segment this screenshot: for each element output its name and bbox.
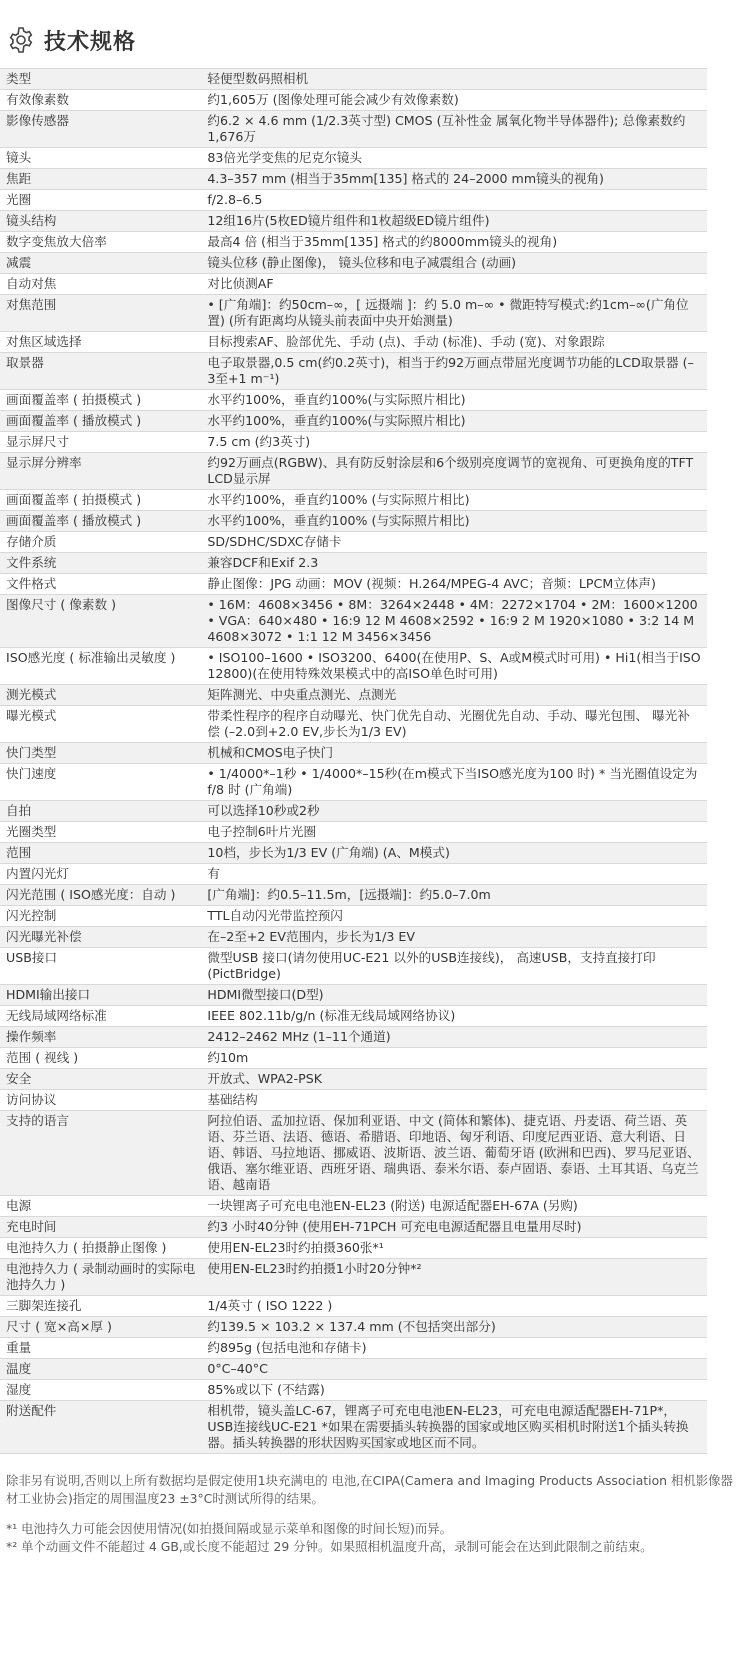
spec-label: 尺寸 ( 宽×高×厚 ) [0, 1317, 203, 1338]
spec-row [0, 574, 707, 595]
spec-label: 无线局域网络标准 [0, 1006, 203, 1027]
spec-row [0, 1090, 707, 1111]
spec-row [0, 1238, 707, 1259]
spec-value: 约10m [203, 1048, 707, 1069]
spec-label: 取景器 [0, 353, 203, 390]
spec-value: 约895g (包括电池和存储卡) [203, 1338, 707, 1359]
spec-label: 文件系统 [0, 553, 203, 574]
spec-label: 显示屏分辨率 [0, 453, 203, 490]
spec-label: 范围 [0, 843, 203, 864]
spec-label: 重量 [0, 1338, 203, 1359]
spec-label: 内置闪光灯 [0, 864, 203, 885]
spec-value: 2412–2462 MHz (1–11个通道) [203, 1027, 707, 1048]
spec-value: 基础结构 [203, 1090, 707, 1111]
spec-value: 85%或以下 (不结露) [203, 1380, 707, 1401]
spec-label: 范围 ( 视线 ) [0, 1048, 203, 1069]
spec-row [0, 1359, 707, 1380]
spec-label: 显示屏尺寸 [0, 432, 203, 453]
spec-value: f/2.8–6.5 [203, 190, 707, 211]
spec-label: 画面覆盖率 ( 播放模式 ) [0, 511, 203, 532]
spec-row [0, 69, 707, 90]
spec-value: 12组16片(5枚ED镜片组件和1枚超级ED镜片组件) [203, 211, 707, 232]
spec-row [0, 1296, 707, 1317]
spec-value: 在–2至+2 EV范围内，步长为1/3 EV [203, 927, 707, 948]
spec-label: 自动对焦 [0, 274, 203, 295]
spec-row [0, 353, 707, 390]
spec-value: 水平约100%，垂直约100% (与实际照片相比) [203, 490, 707, 511]
spec-row [0, 332, 707, 353]
spec-value: 开放式、WPA2-PSK [203, 1069, 707, 1090]
spec-row [0, 1196, 707, 1217]
spec-row [0, 743, 707, 764]
spec-value: 一块锂离子可充电电池EN-EL23 (附送) 电源适配器EH-67A (另购) [203, 1196, 707, 1217]
spec-label: 电池持久力 ( 拍摄静止图像 ) [0, 1238, 203, 1259]
spec-row [0, 295, 707, 332]
spec-row [0, 1217, 707, 1238]
spec-label: 电源 [0, 1196, 203, 1217]
spec-label: 温度 [0, 1359, 203, 1380]
spec-value: • [广角端]：约50cm–∞，[ 远摄端 ]：约 5.0 m–∞ • 微距特写模式:约1cm–∞(广角位置) (所有距离均从镜头前表面中央开始测量) [203, 295, 707, 332]
spec-value: • 1/4000*–1秒 • 1/4000*–15秒(在m模式下当ISO感光度为100 时) * 当光圈值设定为 f/8 时 (广角端) [203, 764, 707, 801]
spec-row [0, 948, 707, 985]
spec-label: 自拍 [0, 801, 203, 822]
spec-row [0, 706, 707, 743]
spec-label: 数字变焦放大倍率 [0, 232, 203, 253]
spec-value: 83倍光学变焦的尼克尔镜头 [203, 148, 707, 169]
spec-label: HDMI输出接口 [0, 985, 203, 1006]
spec-row [0, 1006, 707, 1027]
spec-label: 存储介质 [0, 532, 203, 553]
spec-value: 4.3–357 mm (相当于35mm[135] 格式的 24–2000 mm镜头的视角) [203, 169, 707, 190]
spec-label: 闪光范围 ( ISO感光度：自动 ) [0, 885, 203, 906]
spec-label: 支持的语言 [0, 1111, 203, 1196]
spec-value: HDMI微型接口(D型) [203, 985, 707, 1006]
spec-label: 操作频率 [0, 1027, 203, 1048]
spec-row [0, 885, 707, 906]
spec-label: 镜头结构 [0, 211, 203, 232]
spec-value: 阿拉伯语、孟加拉语、保加利亚语、中文 (简体和繁体)、捷克语、丹麦语、荷兰语、英语、芬兰语、法语、德语、希腊语、印地语、匈牙利语、印度尼西亚语、意大利语、日语、韩语、马拉地语、挪威语、波斯语、波兰语、葡萄牙语 (欧洲和巴西)、罗马尼亚语、俄语、塞尔维亚语、西班牙语、瑞典语、泰米尔语、泰卢固语、泰语、土耳其语、乌克兰语、越南语 [203, 1111, 707, 1196]
spec-label: 对焦区域选择 [0, 332, 203, 353]
spec-value: 电子取景器,0.5 cm(约0.2英寸)，相当于约92万画点带屈光度调节功能的LCD取景器 (–3至+1 m⁻¹) [203, 353, 707, 390]
spec-value: 矩阵测光、中央重点测光、点测光 [203, 685, 707, 706]
spec-row [0, 111, 707, 148]
spec-row [0, 1048, 707, 1069]
spec-row [0, 274, 707, 295]
spec-label: 有效像素数 [0, 90, 203, 111]
spec-label: 附送配件 [0, 1401, 203, 1454]
spec-label: 安全 [0, 1069, 203, 1090]
spec-label: 画面覆盖率 ( 拍摄模式 ) [0, 390, 203, 411]
spec-row [0, 232, 707, 253]
spec-row [0, 822, 707, 843]
spec-label: 影像传感器 [0, 111, 203, 148]
spec-table [0, 68, 707, 1454]
spec-label: 三脚架连接孔 [0, 1296, 203, 1317]
spec-row [0, 169, 707, 190]
spec-value: 微型USB 接口(请勿使用UC-E21 以外的USB连接线)， 高速USB，支持直接打印(PictBridge) [203, 948, 707, 985]
spec-value: 使用EN-EL23时约拍摄1小时20分钟*² [203, 1259, 707, 1296]
spec-value: 水平约100%，垂直约100% (与实际照片相比) [203, 511, 707, 532]
spec-row [0, 927, 707, 948]
spec-label: 类型 [0, 69, 203, 90]
spec-value: 约139.5 × 103.2 × 137.4 mm (不包括突出部分) [203, 1317, 707, 1338]
spec-value: 10档，步长为1/3 EV (广角端) (A、M模式) [203, 843, 707, 864]
spec-row [0, 1027, 707, 1048]
spec-value: 相机带，镜头盖LC-67，锂离子可充电电池EN-EL23，可充电电源适配器EH-71P*，USB连接线UC-E21 *如果在需要插头转换器的国家或地区购买相机时附送1个插头转换器。插头转换器的形状因购买国家或地区而不同。 [203, 1401, 707, 1454]
notes-main: 除非另有说明,否则以上所有数据均是假定使用1块充满电的 电池,在CIPA(Camera and Imaging Products Association 相机影像器材工业协会)指定的周围温度23 ±3°C时测试所得的结果。 [6, 1473, 733, 1506]
spec-row [0, 1317, 707, 1338]
spec-label: 焦距 [0, 169, 203, 190]
spec-label: 快门类型 [0, 743, 203, 764]
spec-label: 光圈 [0, 190, 203, 211]
spec-value: 使用EN-EL23时约拍摄360张*¹ [203, 1238, 707, 1259]
spec-value: 7.5 cm (约3英寸) [203, 432, 707, 453]
spec-label: 对焦范围 [0, 295, 203, 332]
spec-value: 有 [203, 864, 707, 885]
spec-row [0, 985, 707, 1006]
spec-value: 1/4英寸 ( ISO 1222 ) [203, 1296, 707, 1317]
spec-value: 约3 小时40分钟 (使用EH-71PCH 可充电电源适配器且电量用尽时) [203, 1217, 707, 1238]
spec-row [0, 864, 707, 885]
spec-row [0, 1338, 707, 1359]
spec-label: 镜头 [0, 148, 203, 169]
spec-row [0, 764, 707, 801]
spec-row [0, 390, 707, 411]
spec-row [0, 553, 707, 574]
spec-label: 画面覆盖率 ( 拍摄模式 ) [0, 490, 203, 511]
spec-value: 0°C–40°C [203, 1359, 707, 1380]
spec-label: 快门速度 [0, 764, 203, 801]
spec-label: 充电时间 [0, 1217, 203, 1238]
spec-value: 最高4 倍 (相当于35mm[135] 格式的约8000mm镜头的视角) [203, 232, 707, 253]
spec-value: • 16M：4608×3456 • 8M：3264×2448 • 4M：2272×1704 • 2M：1600×1200 • VGA：640×480 • 16:9 12 M 4608×2592 • 16:9 2 M 1920×1080 • 3:2 14 M 4608×3072 • 1:1 12 M 3456×3456 [203, 595, 707, 648]
spec-label: 光圈类型 [0, 822, 203, 843]
spec-row [0, 511, 707, 532]
spec-value: 水平约100%，垂直约100%(与实际照片相比) [203, 411, 707, 432]
spec-row [0, 685, 707, 706]
spec-value: 对比侦测AF [203, 274, 707, 295]
spec-value: 目标搜索AF、脸部优先、手动 (点)、手动 (标准)、手动 (宽)、对象跟踪 [203, 332, 707, 353]
footnotes [6, 1472, 744, 1556]
spec-row [0, 90, 707, 111]
spec-label: 电池持久力 ( 录制动画时的实际电池持久力 ) [0, 1259, 203, 1296]
spec-value: 镜头位移 (静止图像)， 镜头位移和电子减震组合 (动画) [203, 253, 707, 274]
spec-row [0, 453, 707, 490]
spec-value: 带柔性程序的程序自动曝光、快门优先自动、光圈优先自动、手动、曝光包围、 曝光补偿 (–2.0到+2.0 EV,步长为1/3 EV) [203, 706, 707, 743]
note-2: *² 单个动画文件不能超过 4 GB,或长度不能超过 29 分钟。如果照相机温度升高，录制可能会在达到此限制之前结束。 [6, 1539, 653, 1554]
spec-label: USB接口 [0, 948, 203, 985]
spec-value: TTL自动闪光带监控预闪 [203, 906, 707, 927]
spec-row [0, 532, 707, 553]
spec-row [0, 490, 707, 511]
spec-value: SD/SDHC/SDXC存储卡 [203, 532, 707, 553]
spec-value: 约6.2 × 4.6 mm (1/2.3英寸型) CMOS (互补性金 属氧化物半导体器件); 总像素数约1,676万 [203, 111, 707, 148]
spec-row [0, 148, 707, 169]
spec-label: 闪光控制 [0, 906, 203, 927]
note-1: *¹ 电池持久力可能会因使用情况(如拍摄间隔或显示菜单和图像的时间长短)而异。 [6, 1521, 453, 1536]
spec-row [0, 1401, 707, 1454]
spec-row [0, 1259, 707, 1296]
spec-value: 机械和CMOS电子快门 [203, 743, 707, 764]
spec-label: 测光模式 [0, 685, 203, 706]
spec-row [0, 1380, 707, 1401]
spec-row [0, 411, 707, 432]
gear-icon [6, 25, 36, 55]
spec-row [0, 211, 707, 232]
spec-label: 湿度 [0, 1380, 203, 1401]
spec-value: 电子控制6叶片光圈 [203, 822, 707, 843]
spec-row [0, 253, 707, 274]
spec-value: [广角端]：约0.5–11.5m，[远摄端]：约5.0–7.0m [203, 885, 707, 906]
spec-value: 兼容DCF和Exif 2.3 [203, 553, 707, 574]
spec-value: 可以选择10秒或2秒 [203, 801, 707, 822]
spec-row [0, 432, 707, 453]
spec-row [0, 190, 707, 211]
spec-label: 闪光曝光补偿 [0, 927, 203, 948]
spec-value: 约92万画点(RGBW)、具有防反射涂层和6个级别亮度调节的宽视角、可更换角度的TFT LCD显示屏 [203, 453, 707, 490]
spec-label: 文件格式 [0, 574, 203, 595]
spec-label: 画面覆盖率 ( 播放模式 ) [0, 411, 203, 432]
spec-label: 访问协议 [0, 1090, 203, 1111]
spec-row [0, 595, 707, 648]
spec-row [0, 1111, 707, 1196]
spec-value: 轻便型数码照相机 [203, 69, 707, 90]
spec-value: IEEE 802.11b/g/n (标准无线局域网络协议) [203, 1006, 707, 1027]
spec-value: 静止图像：JPG 动画：MOV (视频：H.264/MPEG-4 AVC；音频：LPCM立体声) [203, 574, 707, 595]
page-header [6, 22, 136, 58]
spec-value: 约1,605万 (图像处理可能会减少有效像素数) [203, 90, 707, 111]
spec-label: 图像尺寸 ( 像素数 ) [0, 595, 203, 648]
page-title: 技术规格 [44, 29, 137, 55]
spec-row [0, 843, 707, 864]
spec-row [0, 1069, 707, 1090]
spec-value: • ISO100–1600 • ISO3200、6400(在使用P、S、A或M模式时可用) • Hi1(相当于ISO 12800)(在使用特殊效果模式中的高ISO单色时可用) [203, 648, 707, 685]
spec-label: 减震 [0, 253, 203, 274]
spec-row [0, 648, 707, 685]
spec-label: 曝光模式 [0, 706, 203, 743]
spec-value: 水平约100%，垂直约100%(与实际照片相比) [203, 390, 707, 411]
spec-label: ISO感光度 ( 标准输出灵敏度 ) [0, 648, 203, 685]
spec-row [0, 906, 707, 927]
spec-row [0, 801, 707, 822]
